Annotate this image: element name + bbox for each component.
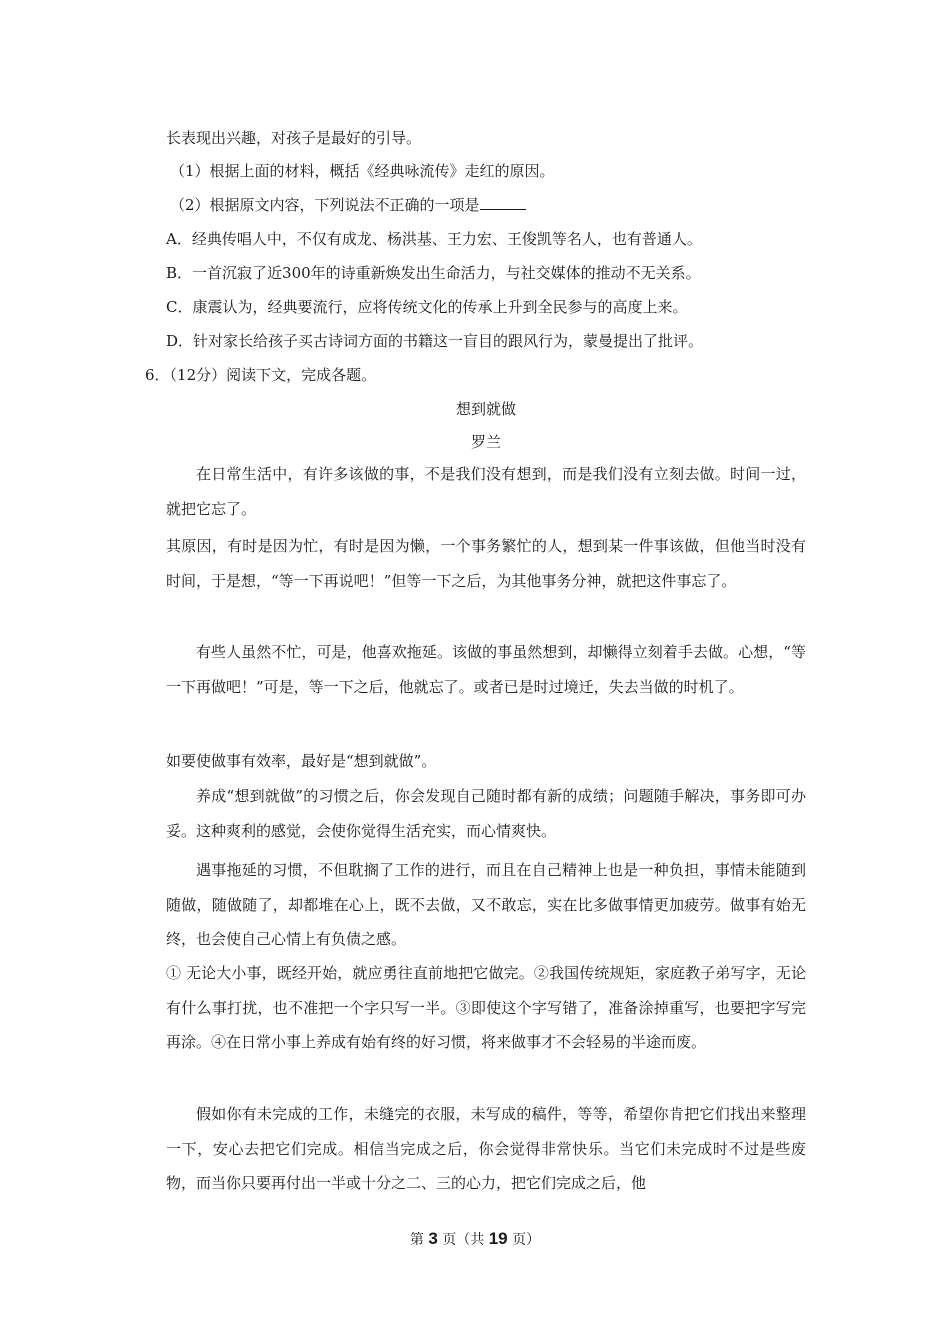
article-paragraph-5: 养成“想到就做”的习惯之后，你会发现自己随时都有新的成绩；问题随手解决，事务即可办妥。这种爽利的感觉，会使你觉得生活充实，而心情爽快。 — [166, 787, 806, 840]
article-paragraph-7: ① 无论大小事，既经开始，就应勇往直前地把它做完。②我国传统规矩，家庭教子弟写字，无论有什么事打扰，也不准把一个字只写一半。③即使这个字写错了，准备涂掉重写，也要把字写完再涂。④在日常小事上养成有始有终的好习惯，将来做事才不会轻易的半途而废。 — [166, 964, 806, 1051]
footer-middle: 页（共 — [442, 1232, 485, 1248]
article-paragraph-8: 假如你有未完成的工作，未缝完的衣服，未写成的稿件，等等，希望你肯把它们找出来整理一下，安心去把它们完成。相信当完成之后，你会觉得非常快乐。当它们未完成时不过是些废物，而当你只要再付出一半或十分之二、三的心力，把它们完成之后，他 — [166, 1105, 806, 1192]
article-paragraph-1: 在日常生活中，有许多该做的事，不是我们没有想到，而是我们没有立刻去做。时间一过，就把它忘了。 — [166, 465, 806, 518]
page-footer — [0, 1228, 950, 1251]
option-c: C．康震认为，经典要流行，应将传统文化的传承上升到全民参与的高度上来。 — [166, 298, 688, 316]
option-d: D．针对家长给孩子买古诗词方面的书籍这一盲目的跟风行为，蒙曼提出了批评。 — [166, 332, 704, 350]
answer-blank — [480, 194, 526, 210]
question-5-sub-2-text: （2）根据原文内容，下列说法不正确的一项是 — [170, 196, 480, 214]
question-5-sub-1: （1）根据上面的材料，概括《经典咏流传》走红的原因。 — [170, 162, 555, 180]
continued-text-line: 长表现出兴趣，对孩子是最好的引导。 — [166, 129, 422, 147]
article-paragraph-6: 遇事拖延的习惯，不但耽搁了工作的进行，而且在自己精神上也是一种负担，事情未能随到随做，随做随了，却都堆在心上，既不去做，又不敢忘，实在比多做事情更加疲劳。做事有始无终，也会使自己心情上有负债之感。 — [166, 861, 806, 948]
question-5-sub-2 — [170, 194, 810, 216]
article-paragraph-4: 如要使做事有效率，最好是“想到就做”。 — [166, 752, 437, 770]
option-a: A．经典传唱人中，不仅有成龙、杨洪基、王力宏、王俊凯等名人，也有普通人。 — [166, 230, 702, 248]
article-paragraph-3: 有些人虽然不忙，可是，他喜欢拖延。该做的事虽然想到，却懒得立刻着手去做。心想，“等一下再做吧！”可是，等一下之后，他就忘了。或者已是时过境迁，失去当做的时机了。 — [166, 643, 806, 696]
footer-prefix: 第 — [409, 1232, 424, 1248]
article-paragraph-2: 其原因，有时是因为忙，有时是因为懒，一个事务繁忙的人，想到某一件事该做，但他当时没有时间，于是想，“等一下再说吧！”但等一下之后，为其他事务分神，就把这件事忘了。 — [166, 537, 806, 590]
article-title: 想到就做 — [455, 400, 516, 418]
option-b: B．一首沉寂了近300年的诗重新焕发出生命活力，与社交媒体的推动不无关系。 — [166, 264, 701, 282]
question-6-header: 6．（12分）阅读下文，完成各题。 — [145, 366, 377, 384]
footer-suffix: 页） — [512, 1232, 541, 1248]
total-page-count: 19 — [488, 1229, 508, 1248]
current-page-number: 3 — [428, 1229, 438, 1248]
article-author: 罗兰 — [470, 433, 501, 451]
